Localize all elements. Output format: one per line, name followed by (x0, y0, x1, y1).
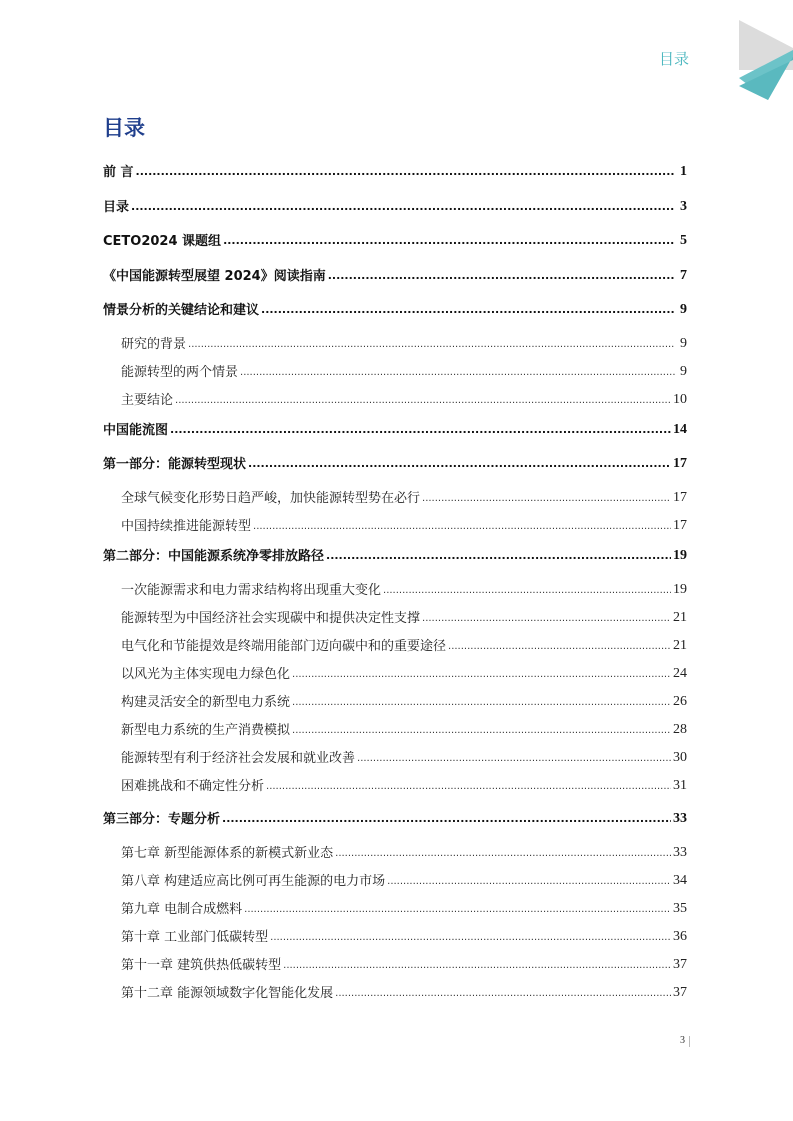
toc-entry-label: 第八章 构建适应高比例可再生能源的电力市场 (121, 874, 386, 889)
toc-leader-dots (223, 229, 675, 249)
toc-entry-page: 7 (680, 268, 687, 283)
toc-entry-page: 34 (673, 873, 687, 888)
toc-entry[interactable] (103, 158, 687, 180)
toc-leader-dots (136, 160, 675, 180)
toc-entry[interactable] (103, 576, 687, 598)
toc-entry-page: 26 (673, 694, 687, 709)
toc-entry-page: 36 (673, 929, 687, 944)
toc-entry-label: 构建灵活安全的新型电力系统 (121, 695, 291, 710)
toc-entry-label: 中国持续推进能源转型 (121, 519, 252, 534)
toc-entry-page: 3 (680, 199, 687, 214)
toc-leader-dots (222, 807, 671, 827)
toc-entry[interactable] (103, 772, 687, 794)
toc-entry[interactable] (103, 512, 687, 534)
toc-leader-dots (131, 195, 675, 215)
toc-entry-page: 9 (680, 302, 687, 317)
toc-leader-dots (240, 360, 675, 380)
toc-entry-label: 第九章 电制合成燃料 (121, 902, 243, 917)
toc-entry-label: 一次能源需求和电力需求结构将出现重大变化 (121, 583, 382, 598)
toc-entry[interactable] (103, 716, 687, 738)
toc-entry[interactable] (103, 296, 687, 318)
toc-leader-dots (283, 953, 671, 973)
toc-entry[interactable] (103, 330, 687, 352)
toc-entry-label: 以风光为主体实现电力绿色化 (121, 667, 291, 682)
toc-leader-dots (248, 452, 671, 472)
toc-leader-dots (328, 264, 675, 284)
toc-entry-page: 14 (673, 422, 687, 437)
toc-entry-label: 能源转型的两个情景 (121, 365, 239, 380)
toc-entry-label: 第十二章 能源领域数字化智能化发展 (121, 986, 334, 1001)
toc-entry[interactable] (103, 450, 687, 472)
toc-entry-page: 24 (673, 666, 687, 681)
toc-entry[interactable] (103, 542, 687, 564)
toc-leader-dots (170, 418, 671, 438)
toc-entry[interactable] (103, 979, 687, 1001)
toc-entry-label: 电气化和节能提效是终端用能部门迈向碳中和的重要途径 (121, 639, 447, 654)
toc-entry-page: 21 (673, 610, 687, 625)
toc-leader-dots (292, 662, 671, 682)
toc-entry[interactable] (103, 839, 687, 861)
toc-entry[interactable] (103, 660, 687, 682)
corner-decoration (673, 0, 793, 110)
toc-entry-label: 全球气候变化形势日趋严峻，加快能源转型势在必行 (121, 491, 421, 506)
toc-leader-dots (292, 690, 671, 710)
toc-entry[interactable] (103, 193, 687, 215)
toc-entry[interactable] (103, 632, 687, 654)
toc-leader-dots (266, 774, 671, 794)
toc-entry-label: 中国能流图 (103, 423, 169, 438)
toc-entry-page: 17 (673, 490, 687, 505)
toc-entry-label: 第十一章 建筑供热低碳转型 (121, 958, 282, 973)
toc-entry-page: 9 (680, 336, 687, 351)
toc-leader-dots (357, 746, 671, 766)
toc-leader-dots (253, 514, 671, 534)
toc-leader-dots (244, 897, 671, 917)
toc-leader-dots (422, 486, 671, 506)
toc-entry[interactable] (103, 416, 687, 438)
toc-entry-page: 1 (680, 164, 687, 179)
toc-entry-page: 17 (673, 456, 687, 471)
toc-entry-page: 5 (680, 233, 687, 248)
toc-entry-label: 新型电力系统的生产消费模拟 (121, 723, 291, 738)
toc-entry-label: 目录 (103, 200, 130, 215)
toc-entry-label: 前 言 (103, 165, 134, 180)
toc-leader-dots (326, 544, 671, 564)
section-header-label: 目录 (659, 50, 690, 68)
toc-entry[interactable] (103, 227, 687, 249)
toc-leader-dots (383, 578, 671, 598)
toc-leader-dots (387, 869, 671, 889)
toc-entry-label: 第一部分：能源转型现状 (103, 457, 247, 472)
toc-entry-label: CETO2024 课题组 (103, 234, 222, 249)
toc-entry-page: 35 (673, 901, 687, 916)
toc-entry-label: 《中国能源转型展望 2024》阅读指南 (103, 269, 326, 284)
toc-entry-label: 第二部分：中国能源系统净零排放路径 (103, 549, 325, 564)
toc-leader-dots (448, 634, 671, 654)
toc-entry[interactable] (103, 484, 687, 506)
toc-entry-label: 主要结论 (121, 393, 174, 408)
toc-entry[interactable] (103, 358, 687, 380)
toc-entry-label: 能源转型有利于经济社会发展和就业改善 (121, 751, 356, 766)
toc-entry[interactable] (103, 951, 687, 973)
toc-entry-page: 21 (673, 638, 687, 653)
toc-entry[interactable] (103, 688, 687, 710)
toc-entry-label: 研究的背景 (121, 337, 187, 352)
toc-entry-page: 10 (673, 392, 687, 407)
toc-entry[interactable] (103, 262, 687, 284)
toc-entry[interactable] (103, 604, 687, 626)
toc-leader-dots (335, 981, 671, 1001)
toc-entry-page: 9 (680, 364, 687, 379)
toc-entry-page: 19 (673, 582, 687, 597)
toc-entry[interactable] (103, 805, 687, 827)
toc-leader-dots (292, 718, 671, 738)
toc-entry-page: 37 (673, 985, 687, 1000)
toc-entry-label: 第十章 工业部门低碳转型 (121, 930, 269, 945)
toc-entry-label: 情景分析的关键结论和建议 (103, 303, 260, 318)
toc-entry-page: 33 (673, 811, 687, 826)
toc-entry[interactable] (103, 895, 687, 917)
toc-leader-dots (188, 332, 675, 352)
toc-entry-page: 19 (673, 548, 687, 563)
page-title: 目录 (103, 116, 145, 140)
toc-entry[interactable] (103, 386, 687, 408)
toc-entry[interactable] (103, 744, 687, 766)
toc-entry-label: 能源转型为中国经济社会实现碳中和提供决定性支撑 (121, 611, 421, 626)
toc-entry-page: 28 (673, 722, 687, 737)
toc-leader-dots (335, 841, 671, 861)
toc-entry-page: 17 (673, 518, 687, 533)
toc-leader-dots (261, 298, 675, 318)
toc-leader-dots (175, 388, 671, 408)
toc-entry-page: 30 (673, 750, 687, 765)
toc-leader-dots (422, 606, 671, 626)
toc-entry-page: 31 (673, 778, 687, 793)
toc-entry[interactable] (103, 867, 687, 889)
toc-entry[interactable] (103, 923, 687, 945)
toc-entry-label: 第七章 新型能源体系的新模式新业态 (121, 846, 334, 861)
toc-entry-label: 困难挑战和不确定性分析 (121, 779, 265, 794)
page-number: 3 (680, 1035, 685, 1046)
toc-leader-dots (270, 925, 671, 945)
toc-entry-label: 第三部分：专题分析 (103, 812, 221, 827)
toc-entry-page: 37 (673, 957, 687, 972)
toc-entry-page: 33 (673, 845, 687, 860)
footer-divider (689, 1036, 690, 1047)
